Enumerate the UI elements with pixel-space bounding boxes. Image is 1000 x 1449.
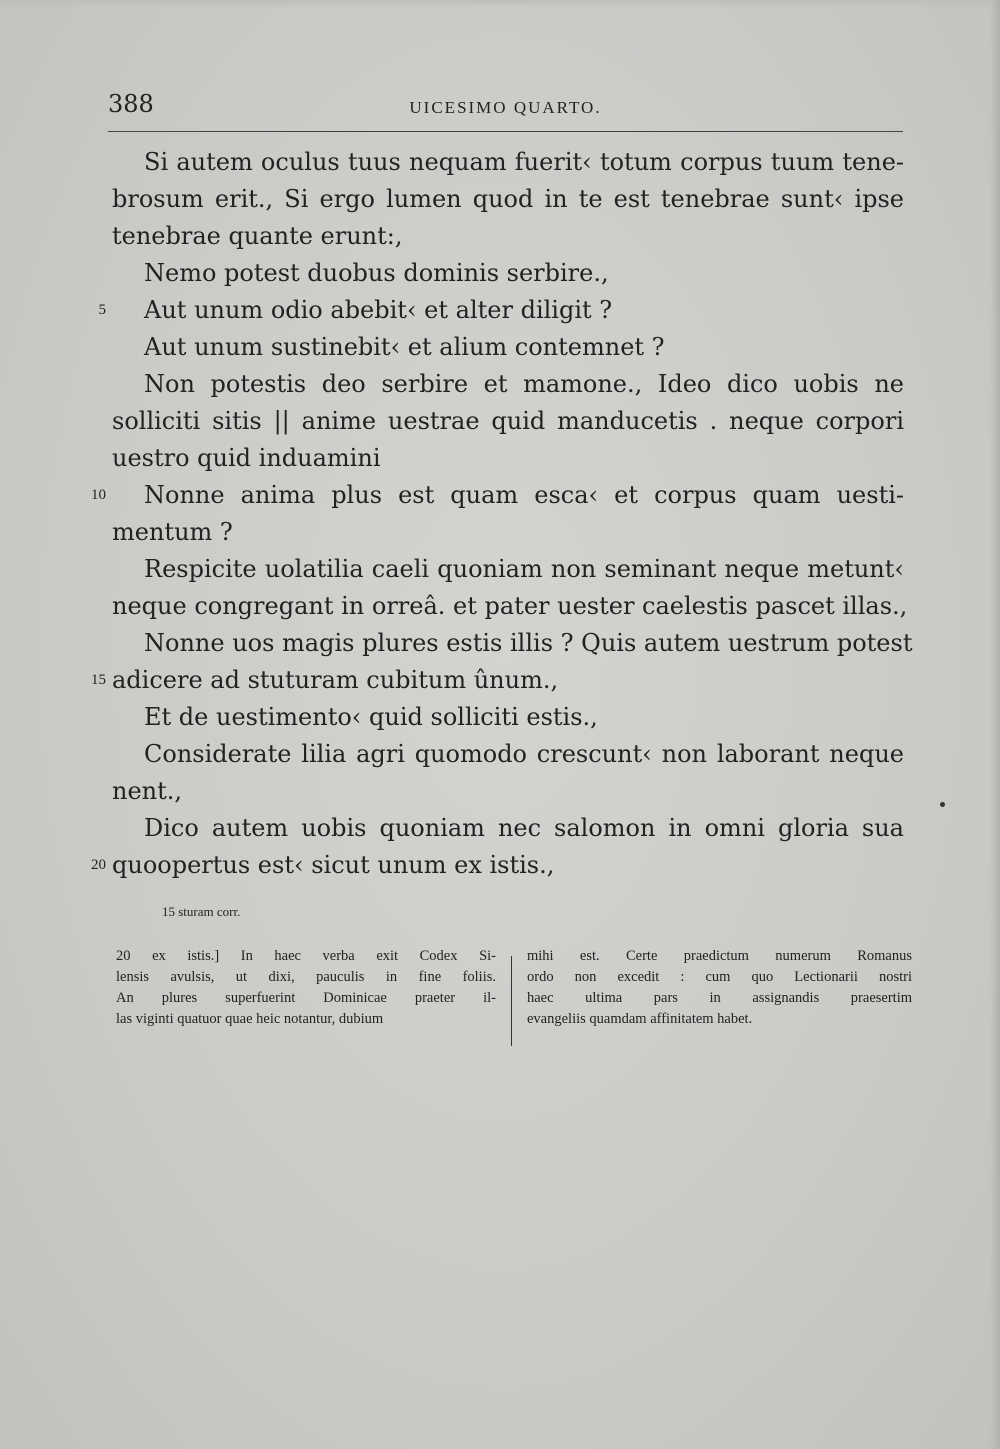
text-line bbox=[0, 255, 1000, 292]
line-text: Dico autem uobis quoniam nec salomon in omni gloria sua bbox=[144, 814, 904, 842]
running-head: UICESIMO QUARTO. bbox=[409, 98, 602, 117]
line-text: Et de uestimento‹ quid solliciti estis., bbox=[144, 703, 598, 731]
text-line bbox=[0, 773, 1000, 810]
line-text: Si autem oculus tuus nequam fuerit‹ totum corpus tuum tene- bbox=[144, 148, 904, 176]
text-line bbox=[0, 514, 1000, 551]
page-edge-shadow-top bbox=[0, 0, 1000, 8]
line-number: 15 bbox=[91, 672, 106, 688]
line-text: mentum ? bbox=[112, 518, 233, 546]
line-text: tenebrae quante erunt:, bbox=[112, 222, 403, 250]
line-text: Considerate lilia agri quomodo crescunt‹ non laborant neque bbox=[144, 740, 904, 768]
page-number: 388 bbox=[108, 90, 154, 118]
footnote-line: las viginti quatuor quae heic notantur, dubium bbox=[116, 1011, 384, 1027]
footnote-line: haec ultima pars in assignandis praesertim bbox=[527, 990, 912, 1006]
text-line bbox=[0, 440, 1000, 477]
text-line bbox=[0, 662, 1000, 699]
footnote-column-divider bbox=[511, 956, 512, 1046]
line-number: 20 bbox=[91, 857, 106, 873]
line-number: 5 bbox=[98, 302, 106, 318]
line-number: 10 bbox=[91, 487, 106, 503]
line-text: Nonne anima plus est quam esca‹ et corpus quam uesti- bbox=[144, 481, 904, 509]
header-rule bbox=[108, 131, 903, 132]
text-line bbox=[0, 810, 1000, 847]
text-line bbox=[0, 477, 1000, 514]
text-line bbox=[0, 699, 1000, 736]
footnote-line: An plures superfuerint Dominicae praeter il- bbox=[116, 990, 496, 1006]
line-text: quoopertus est‹ sicut unum ex istis., bbox=[112, 851, 555, 879]
text-line bbox=[0, 736, 1000, 773]
line-text: adicere ad stuturam cubitum ûnum., bbox=[112, 666, 559, 694]
footnote-line: mihi est. Certe praedictum numerum Romanus bbox=[527, 948, 912, 964]
ink-speck bbox=[940, 802, 945, 807]
footnote-column-right bbox=[527, 946, 912, 1030]
text-line bbox=[0, 847, 1000, 884]
line-text: uestro quid induamini bbox=[112, 444, 381, 472]
text-line bbox=[0, 329, 1000, 366]
line-text: nent., bbox=[112, 777, 183, 805]
text-line bbox=[0, 144, 1000, 181]
page-header bbox=[108, 90, 903, 130]
footnote-line: evangeliis quamdam affinitatem habet. bbox=[527, 1011, 753, 1027]
text-line bbox=[0, 625, 1000, 662]
line-text: Respicite uolatilia caeli quoniam non seminant neque metunt‹ bbox=[144, 555, 904, 583]
text-line bbox=[0, 292, 1000, 329]
text-line bbox=[0, 181, 1000, 218]
line-text: Aut unum sustinebit‹ et alium contemnet ? bbox=[144, 333, 665, 361]
main-text-block bbox=[0, 144, 1000, 884]
line-text: Aut unum odio abebit‹ et alter diligit ? bbox=[144, 296, 613, 324]
text-line bbox=[0, 551, 1000, 588]
line-text: Non potestis deo serbire et mamone., Ideo dico uobis ne bbox=[144, 370, 904, 398]
text-line bbox=[0, 588, 1000, 625]
text-line bbox=[0, 366, 1000, 403]
footnotes bbox=[116, 946, 914, 1050]
footnote-line: lensis avulsis, ut dixi, pauculis in fine foliis. bbox=[116, 969, 496, 985]
line-text: Nonne uos magis plures estis illis ? Quis autem uestrum potest bbox=[144, 629, 913, 657]
footnote-column-left bbox=[116, 946, 496, 1030]
correction-note: 15 sturam corr. bbox=[162, 904, 241, 919]
text-line bbox=[0, 218, 1000, 255]
footnote-line: ordo non excedit : cum quo Lectionarii nostri bbox=[527, 969, 912, 985]
line-text: Nemo potest duobus dominis serbire., bbox=[144, 259, 609, 287]
footnote-line: 20 ex istis.] In haec verba exit Codex Si- bbox=[116, 948, 496, 964]
line-text: neque congregant in orreâ. et pater uester caelestis pascet illas., bbox=[112, 592, 908, 620]
line-text: brosum erit., Si ergo lumen quod in te est tenebrae sunt‹ ipse bbox=[112, 185, 904, 213]
text-line bbox=[0, 403, 1000, 440]
line-text: solliciti sitis || anime uestrae quid manducetis . neque corpori bbox=[112, 407, 904, 435]
